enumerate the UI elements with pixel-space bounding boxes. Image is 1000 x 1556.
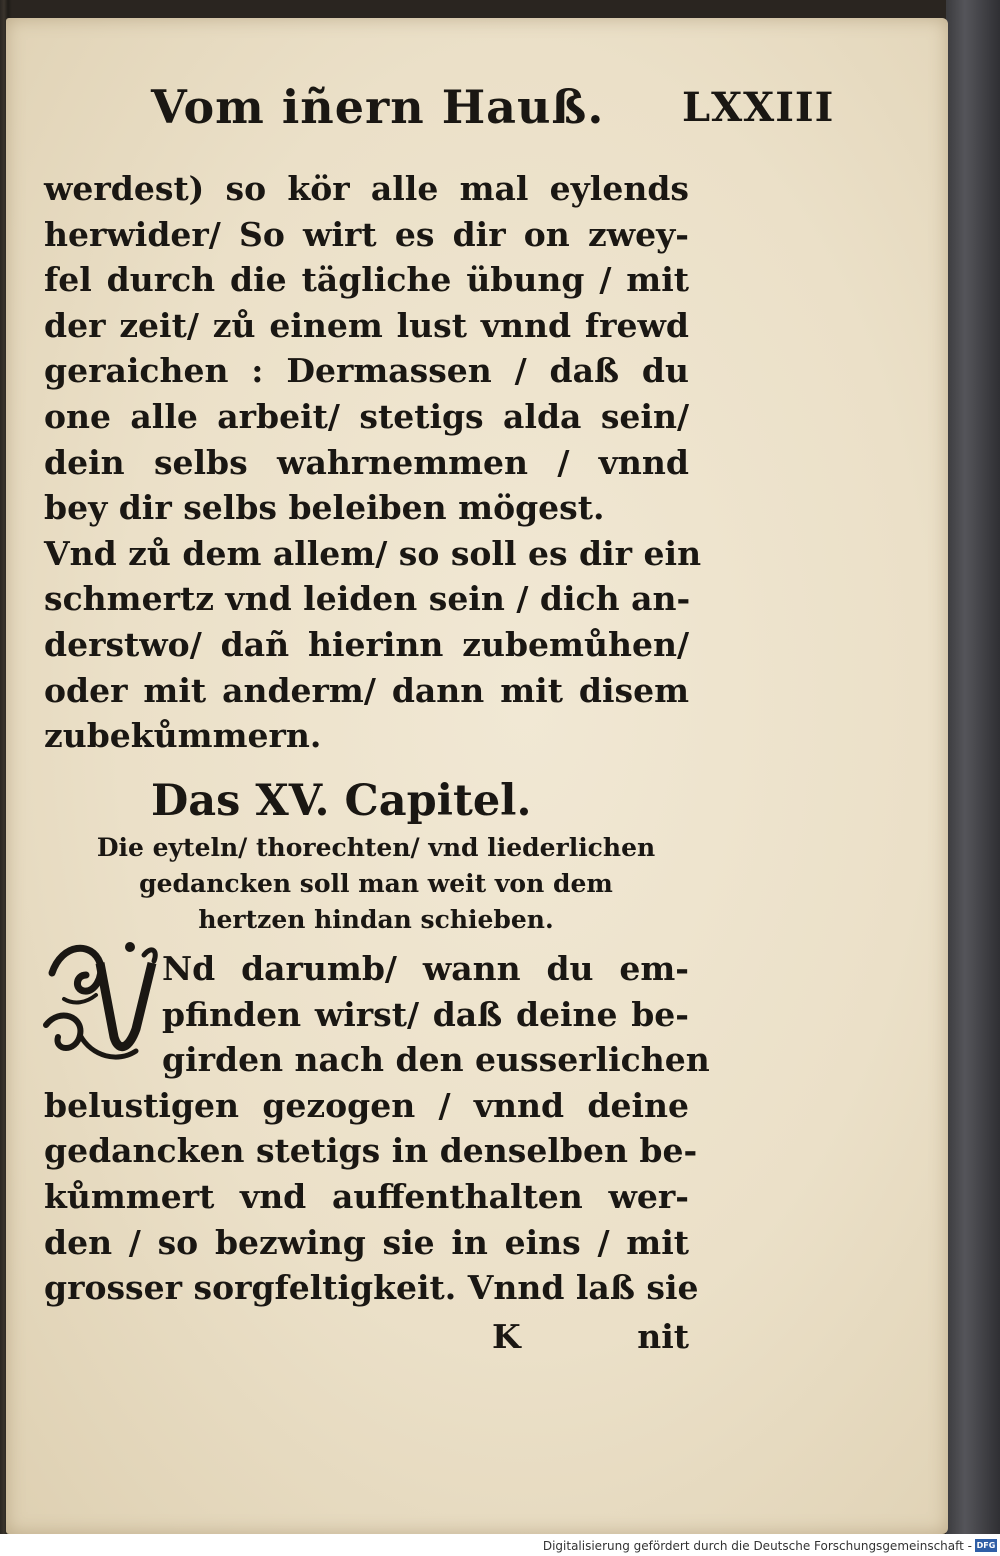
- catchword: nit: [637, 1317, 689, 1356]
- book-page: [6, 18, 948, 1534]
- dfg-logo-icon: DFG: [976, 1541, 996, 1550]
- summary-line: Die eyteln/ thorechten/ vnd liederlichen: [96, 833, 656, 862]
- catchword-row: [44, 1314, 689, 1359]
- summary-line: gedancken soll man weit von dem: [139, 869, 613, 898]
- text-line: derstwo/ dañ hierinn zubemůhen/: [44, 624, 689, 664]
- text-line: fel durch die tägliche übung / mit: [44, 260, 689, 300]
- chapter-heading: Das XV. Capitel.: [151, 776, 532, 826]
- paragraph-1: [44, 166, 702, 759]
- text-line: zubekůmmern.: [44, 716, 322, 756]
- book-edge: [946, 0, 1000, 1536]
- paragraph-2: [44, 946, 710, 1311]
- text-line: girden nach den eusserlichen: [162, 1040, 710, 1080]
- text-line: dein selbs wahrnemmen / vnnd: [44, 442, 689, 482]
- funding-credit: Digitalisierung gefördert durch die Deutsche Forschungsgemeinschaft -: [542, 1539, 972, 1553]
- text-line: Nd darumb/ wann du em‐: [162, 949, 689, 988]
- folio-number: LXXIII: [682, 84, 835, 131]
- text-line: gedancken stetigs in denselben be‐: [44, 1131, 698, 1171]
- running-head: Vom iñern Hauß.: [151, 80, 605, 134]
- text-line: kůmmert vnd auffenthalten wer‐: [44, 1176, 689, 1216]
- signature-mark: K: [492, 1317, 521, 1356]
- text-line: schmertz vnd leiden sein / dich an‐: [44, 579, 691, 619]
- text-line: bey dir selbs beleiben mögest.: [44, 488, 605, 528]
- footer-bar: [0, 1534, 1000, 1556]
- chapter-summary: [66, 830, 686, 938]
- text-line: herwider/ So wirt es dir on zwey‐: [44, 214, 689, 254]
- text-line: grosser sorgfeltigkeit. Vnnd laß sie: [44, 1268, 699, 1308]
- text-line: geraichen : Dermassen / daß du: [44, 351, 689, 391]
- text-line: one alle arbeit/ stetigs alda sein/: [44, 396, 689, 436]
- text-line: der zeit/ zů einem lust vnnd frewd: [44, 305, 689, 345]
- summary-line: hertzen hindan schieben.: [198, 905, 554, 934]
- text-line: Vnd zů dem allem/ so soll es dir ein: [44, 533, 702, 573]
- text-line: belustigen gezogen / vnnd deine: [44, 1085, 689, 1125]
- text-line: oder mit anderm/ dann mit disem: [44, 670, 689, 710]
- text-line: den / so bezwing sie in eins / mit: [44, 1222, 689, 1262]
- text-line: pfinden wirst/ daß deine be‐: [162, 994, 689, 1034]
- text-line: werdest) so kör alle mal eylends: [44, 169, 689, 208]
